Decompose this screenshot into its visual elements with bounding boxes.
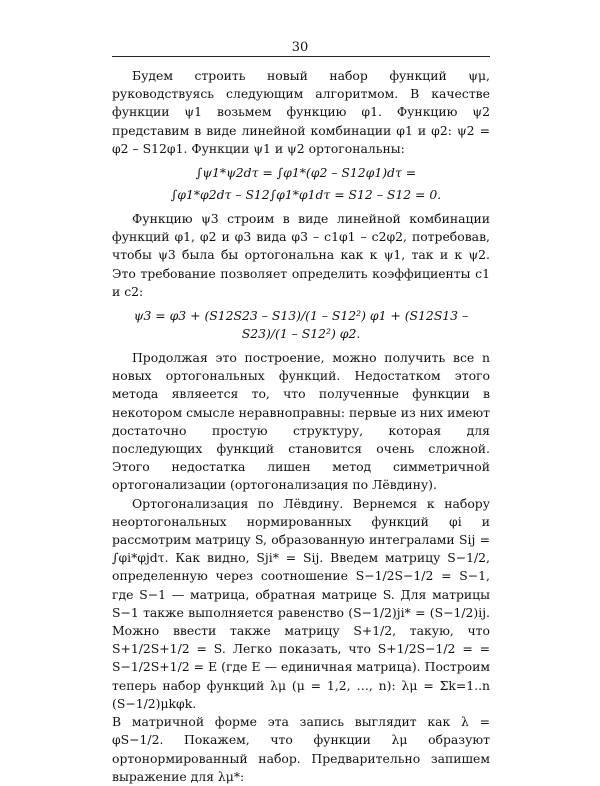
header-rule [112, 56, 490, 57]
paragraph-1: Будем строить новый набор функций ψμ, руководствуясь следующим алгоритмом. В качестве функции ψ1 возьмем функцию φ1. Функцию ψ2 представим в виде линейной комбинации φ1 и φ2: ψ2 = φ2 – S12φ1. Функции ψ1 и ψ2 ортогональны: [112, 68, 490, 156]
paragraph-5: В матричной форме эта запись выглядит как λ = φS−1/2. Покажем, что функции λμ образуют ортонормированный набор. Предварительно запишем выражение для λμ*: [112, 714, 490, 784]
page-number: 30 [291, 40, 309, 55]
equation-line-2: ∫φ1*φ2dτ – S12∫φ1*φ1dτ = S12 – S12 = 0. [170, 187, 442, 203]
equation-orthogonality [112, 158, 490, 210]
page-body [112, 67, 490, 786]
equation-psi3: ψ3 = φ3 + (S12S23 – S13)/(1 – S12²) φ1 + (S12S13 – S23)/(1 – S12²) φ2. [133, 307, 469, 342]
paragraph-4: Ортогонализация по Лёвдину. Вернемся к набору неортогональных нормированных функций φi и рассмотрим матрицу S, образованную интегралами Sij = ∫φi*φjdτ. Как видно, Sji* = Sij. Введем матрицу S−1/2, определенную через соотношение S−1/2S−1/2 = S−1, где S−1 — матрица, обратная матрице S. Для матрицы S−1 также выполняется равенство (S−1/2)ji* = (S−1/2)ij. Можно ввести также матрицу S+1/2, такую, что S+1/2S+1/2 = S. Легко показать, что S+1/2S−1/2 = = S−1/2S+1/2 = E (где E — единичная матрица). Построим теперь набор функций λμ (μ = 1,2, …, n): λμ = Σk=1..n (S−1/2)μkφk. [112, 495, 490, 711]
paragraph-2: Функцию ψ3 строим в виде линейной комбинации функций φ1, φ2 и φ3 вида φ3 – c1φ1 – c2φ2, потребовав, чтобы ψ3 была бы ортогональна как к ψ1, так и к ψ2. Это требование позволяет определить коэффициенты c1 и c2: [112, 211, 490, 299]
equation-line-1: ∫ψ1*ψ2dτ = ∫φ1*(φ2 – S12φ1)dτ = [195, 165, 417, 181]
paragraph-3: Продолжая это построение, можно получить все n новых ортогональных функций. Недостатком этого метода являеется то, что полученные функции в некотором смысле неравноправны: первые из них имеют достаточно простую структуру, которая для последующих функций становится очень сложной. Этого недостатка лишен метод симметричной ортогонализации (ортогонализация по Лёвдину). [112, 350, 490, 493]
